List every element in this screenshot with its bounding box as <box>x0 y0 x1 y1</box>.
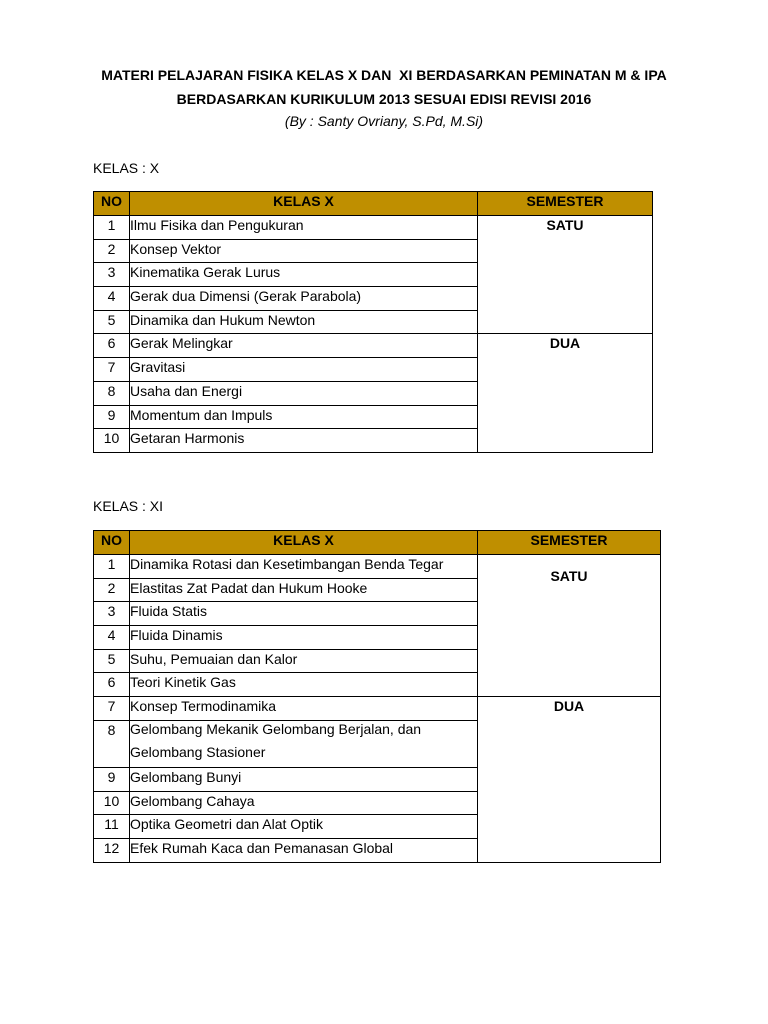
subject-name: Fluida Statis <box>130 602 478 626</box>
kelas-xi-table <box>93 530 661 863</box>
document-title-line-2: BERDASARKAN KURIKULUM 2013 SESUAI EDISI REVISI 2016 <box>176 91 592 107</box>
header-semester: SEMESTER <box>478 192 653 216</box>
subject-name: Usaha dan Energi <box>130 381 478 405</box>
table-header-row <box>94 531 661 555</box>
subject-name: Gerak Melingkar <box>130 334 478 358</box>
subject-name: Optika Geometri dan Alat Optik <box>130 815 478 839</box>
subject-name: Getaran Harmonis <box>130 429 478 453</box>
subject-name: Teori Kinetik Gas <box>130 673 478 697</box>
row-number: 9 <box>94 405 130 429</box>
document-title-line-1: MATERI PELAJARAN FISIKA KELAS X DAN XI BERDASARKAN PEMINATAN M & IPA <box>101 67 667 83</box>
kelas-x-table <box>93 191 653 453</box>
table-row <box>94 334 653 358</box>
section-label-kelas-xi: KELAS : XI <box>93 498 164 514</box>
row-number: 10 <box>94 429 130 453</box>
row-number: 3 <box>94 263 130 287</box>
subject-name: Suhu, Pemuaian dan Kalor <box>130 649 478 673</box>
row-number: 2 <box>94 578 130 602</box>
row-number: 11 <box>94 815 130 839</box>
row-number: 12 <box>94 838 130 862</box>
header-no: NO <box>94 531 130 555</box>
subject-name: Kinematika Gerak Lurus <box>130 263 478 287</box>
row-number: 9 <box>94 767 130 791</box>
subject-name: Gelombang Cahaya <box>130 791 478 815</box>
subject-name: Momentum dan Impuls <box>130 405 478 429</box>
row-number: 8 <box>94 381 130 405</box>
row-number: 6 <box>94 673 130 697</box>
subject-name: Gravitasi <box>130 358 478 382</box>
subject-name: Dinamika dan Hukum Newton <box>130 310 478 334</box>
subject-name: Konsep Termodinamika <box>130 697 478 721</box>
row-number: 3 <box>94 602 130 626</box>
semester-satu-cell: SATU <box>478 216 653 334</box>
row-number: 2 <box>94 239 130 263</box>
subject-name-cell <box>130 720 478 767</box>
subject-name: Konsep Vektor <box>130 239 478 263</box>
subject-name: Dinamika Rotasi dan Kesetimbangan Benda Tegar <box>130 555 478 579</box>
semester-satu-cell: SATU <box>478 555 661 697</box>
table-row <box>94 216 653 240</box>
subject-name: Fluida Dinamis <box>130 626 478 650</box>
subject-name: Gerak dua Dimensi (Gerak Parabola) <box>130 287 478 311</box>
row-number: 5 <box>94 649 130 673</box>
row-number: 4 <box>94 626 130 650</box>
header-subject: KELAS X <box>130 531 478 555</box>
row-number: 5 <box>94 310 130 334</box>
semester-dua-cell: DUA <box>478 334 653 452</box>
header-no: NO <box>94 192 130 216</box>
header-subject: KELAS X <box>130 192 478 216</box>
row-number: 10 <box>94 791 130 815</box>
row-number: 1 <box>94 216 130 240</box>
row-number: 8 <box>94 720 130 767</box>
table-row <box>94 555 661 579</box>
table-header-row <box>94 192 653 216</box>
section-label-kelas-x: KELAS : X <box>93 160 160 176</box>
header-semester: SEMESTER <box>478 531 661 555</box>
row-number: 4 <box>94 287 130 311</box>
semester-dua-cell: DUA <box>478 697 661 862</box>
row-number: 1 <box>94 555 130 579</box>
document-author: (By : Santy Ovriany, S.Pd, M.Si) <box>284 113 484 129</box>
subject-name: Elastitas Zat Padat dan Hukum Hooke <box>130 578 478 602</box>
subject-name: Efek Rumah Kaca dan Pemanasan Global <box>130 838 478 862</box>
table-row <box>94 697 661 721</box>
row-number: 7 <box>94 358 130 382</box>
subject-name: Gelombang Mekanik Gelombang Berjalan, dan Gelombang Stasioner <box>130 720 422 760</box>
row-number: 7 <box>94 697 130 721</box>
subject-name: Gelombang Bunyi <box>130 767 478 791</box>
row-number: 6 <box>94 334 130 358</box>
subject-name: Ilmu Fisika dan Pengukuran <box>130 216 478 240</box>
